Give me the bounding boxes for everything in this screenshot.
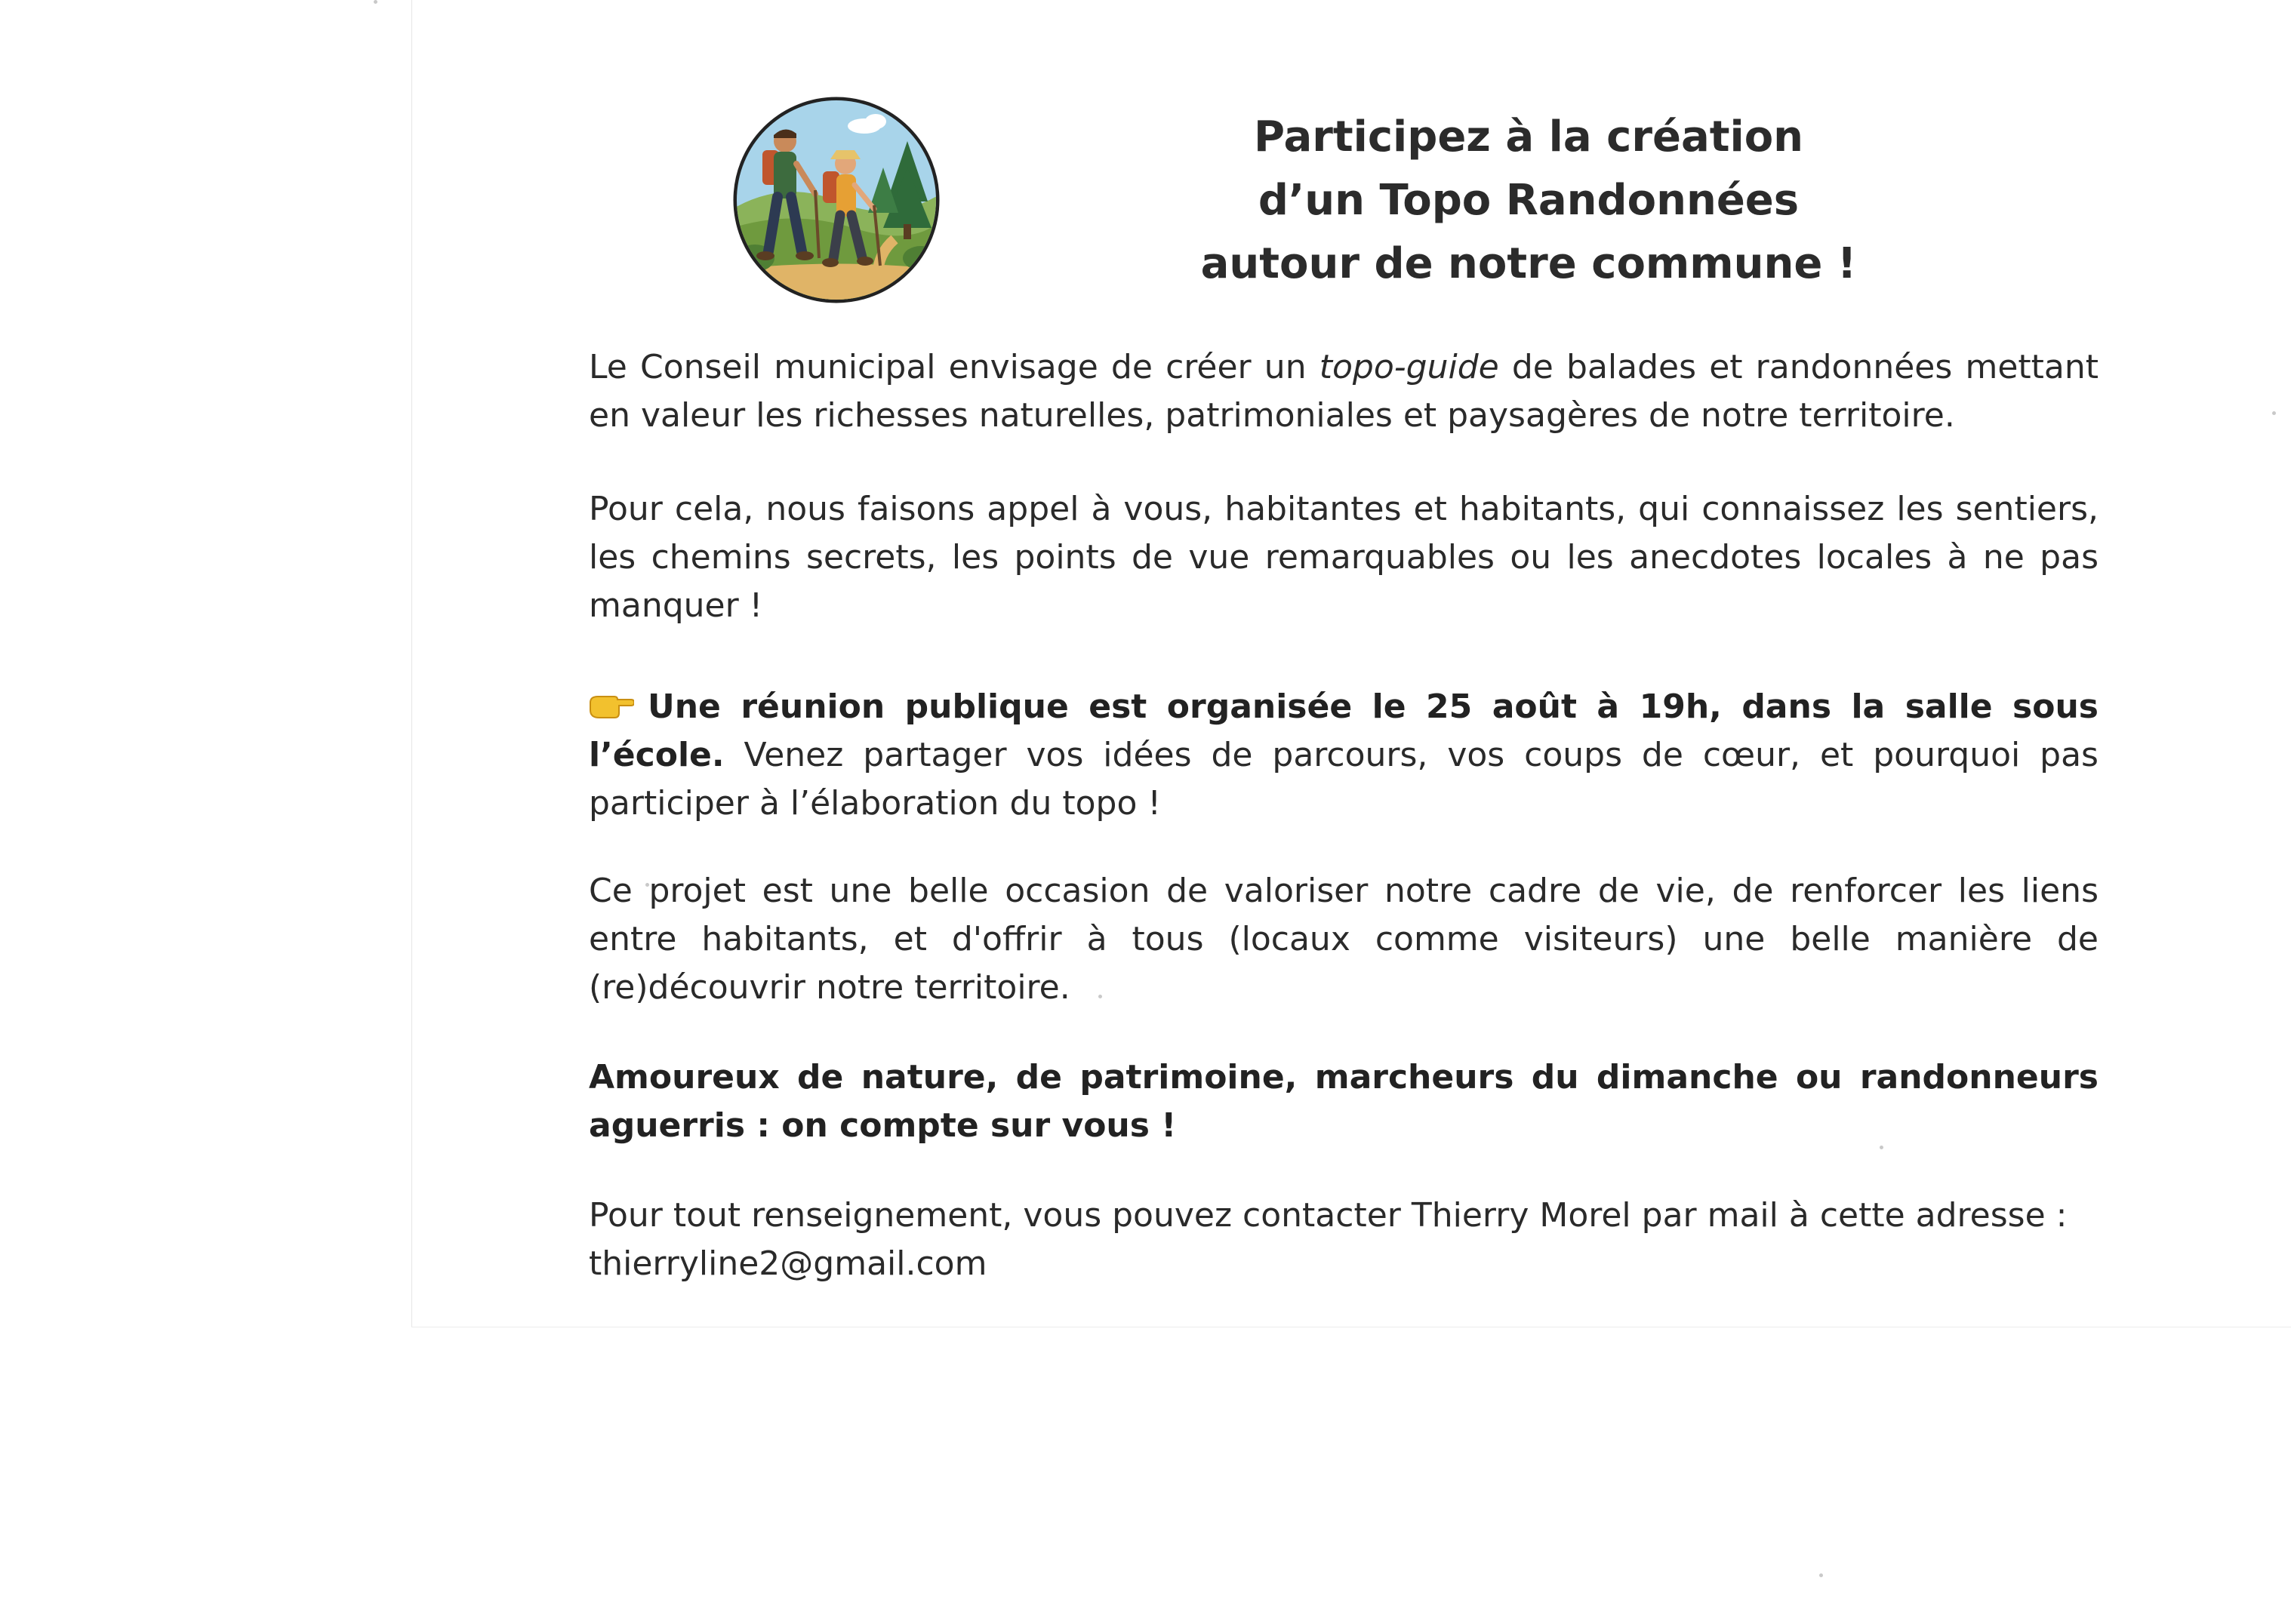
hikers-logo-icon <box>732 96 941 304</box>
intro-text-start: Le Conseil municipal envisage de créer un <box>589 348 1319 386</box>
meeting-invitation: Venez partager vos idées de parcours, vos coups de cœur, et pourquoi pas participer à l’élaboration du topo ! <box>589 736 2099 823</box>
scan-speck <box>2272 411 2276 415</box>
title-line-2: d’un Topo Randonnées <box>1258 176 1800 225</box>
flyer-body <box>589 343 2099 1288</box>
scan-edge-left <box>411 0 412 1327</box>
intro-text-end: de balades et randonnées mettant en valeur les richesses naturelles, patrimoniales et paysagères de notre territoire. <box>589 348 2099 435</box>
project-paragraph: Ce projet est une belle occasion de valoriser notre cadre de vie, de renforcer les liens entre habitants, et d'offrir à tous (locaux comme visiteurs) une belle manière de (re)découvrir notre territoire. <box>589 872 2099 1007</box>
title-line-3: autour de notre commune ! <box>1200 239 1857 288</box>
contact-email-link[interactable]: thierryline2@gmail.com <box>589 1244 987 1283</box>
meeting-paragraph <box>589 683 2099 828</box>
title-line-1: Participez à la création <box>1253 112 1804 161</box>
intro-paragraph <box>589 343 2099 440</box>
call-paragraph: Pour cela, nous faisons appel à vous, habitantes et habitants, qui connaissez les sentiers, les chemins secrets, les points de vue remarquables ou les anecdotes locales à ne pas manquer ! <box>589 490 2099 625</box>
scan-speck <box>1819 1573 1823 1577</box>
page-title <box>1095 106 1963 296</box>
contact-paragraph <box>589 1192 2099 1288</box>
topo-guide-term: topo-guide <box>1319 348 1499 386</box>
pointing-hand-icon <box>589 686 634 716</box>
contact-text: Pour tout renseignement, vous pouvez contacter Thierry Morel par mail à cette adresse : <box>589 1196 2068 1235</box>
appeal-paragraph: Amoureux de nature, de patrimoine, marcheurs du dimanche ou randonneurs aguerris : on compte sur vous ! <box>589 1058 2099 1145</box>
scan-speck <box>374 0 377 4</box>
meeting-announcement: Une réunion publique est organisée le 25 août à 19h, dans la salle sous l’école. <box>589 687 2099 774</box>
